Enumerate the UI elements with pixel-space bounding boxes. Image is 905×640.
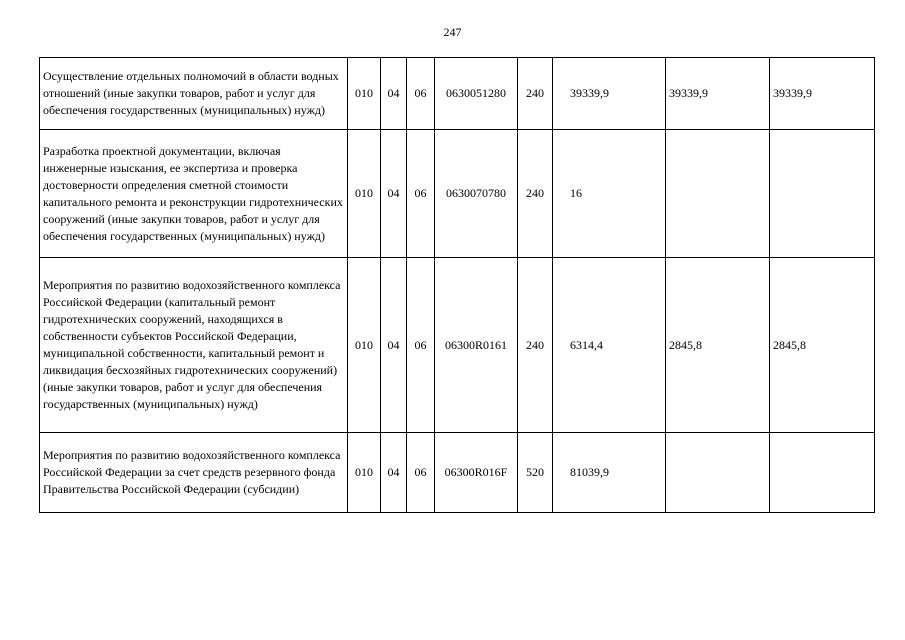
row-description: Мероприятия по развитию водохозяйственного комплекса Российской Федерации (капитальный ремонт гидротехнических сооружений, находящихся в собственности субъектов Российской Федерации, муниципальной собственности, капитальный ремонт и ликвидация бесхозяйных гидротехнических сооружений) (иные закупки товаров, работ и услуг для обеспечения государственных (муниципальных) нужд) [40, 258, 348, 433]
amount-year-2 [666, 433, 770, 513]
subsection-code: 06 [407, 258, 435, 433]
table-row [40, 258, 875, 433]
amount-year-2: 2845,8 [666, 258, 770, 433]
expense-kind-code: 520 [518, 433, 553, 513]
amount-year-3 [770, 433, 875, 513]
ministry-code: 010 [348, 258, 381, 433]
target-article-code: 0630051280 [435, 58, 518, 130]
amount-year-1: 39339,9 [553, 58, 666, 130]
amount-year-2 [666, 130, 770, 258]
amount-year-3: 2845,8 [770, 258, 875, 433]
row-description: Мероприятия по развитию водохозяйственного комплекса Российской Федерации за счет средств резервного фонда Правительства Российской Федерации (субсидии) [40, 433, 348, 513]
target-article-code: 06300R016F [435, 433, 518, 513]
budget-table [39, 57, 875, 513]
amount-year-1: 16 [553, 130, 666, 258]
amount-year-3: 39339,9 [770, 58, 875, 130]
table-row [40, 433, 875, 513]
expense-kind-code: 240 [518, 58, 553, 130]
section-code: 04 [381, 58, 407, 130]
ministry-code: 010 [348, 130, 381, 258]
amount-year-2: 39339,9 [666, 58, 770, 130]
expense-kind-code: 240 [518, 130, 553, 258]
target-article-code: 0630070780 [435, 130, 518, 258]
section-code: 04 [381, 433, 407, 513]
expense-kind-code: 240 [518, 258, 553, 433]
section-code: 04 [381, 130, 407, 258]
target-article-code: 06300R0161 [435, 258, 518, 433]
page-number: 247 [443, 25, 462, 39]
ministry-code: 010 [348, 58, 381, 130]
row-description: Разработка проектной документации, включая инженерные изыскания, ее экспертиза и проверка достоверности определения сметной стоимости капитального ремонта и реконструкции гидротехнических сооружений (иные закупки товаров, работ и услуг для обеспечения государственных (муниципальных) нужд) [40, 130, 348, 258]
amount-year-3 [770, 130, 875, 258]
ministry-code: 010 [348, 433, 381, 513]
subsection-code: 06 [407, 58, 435, 130]
subsection-code: 06 [407, 130, 435, 258]
table-row [40, 130, 875, 258]
amount-year-1: 81039,9 [553, 433, 666, 513]
table-row [40, 58, 875, 130]
subsection-code: 06 [407, 433, 435, 513]
section-code: 04 [381, 258, 407, 433]
amount-year-1: 6314,4 [553, 258, 666, 433]
row-description: Осуществление отдельных полномочий в области водных отношений (иные закупки товаров, работ и услуг для обеспечения государственных (муниципальных) нужд) [40, 58, 348, 130]
